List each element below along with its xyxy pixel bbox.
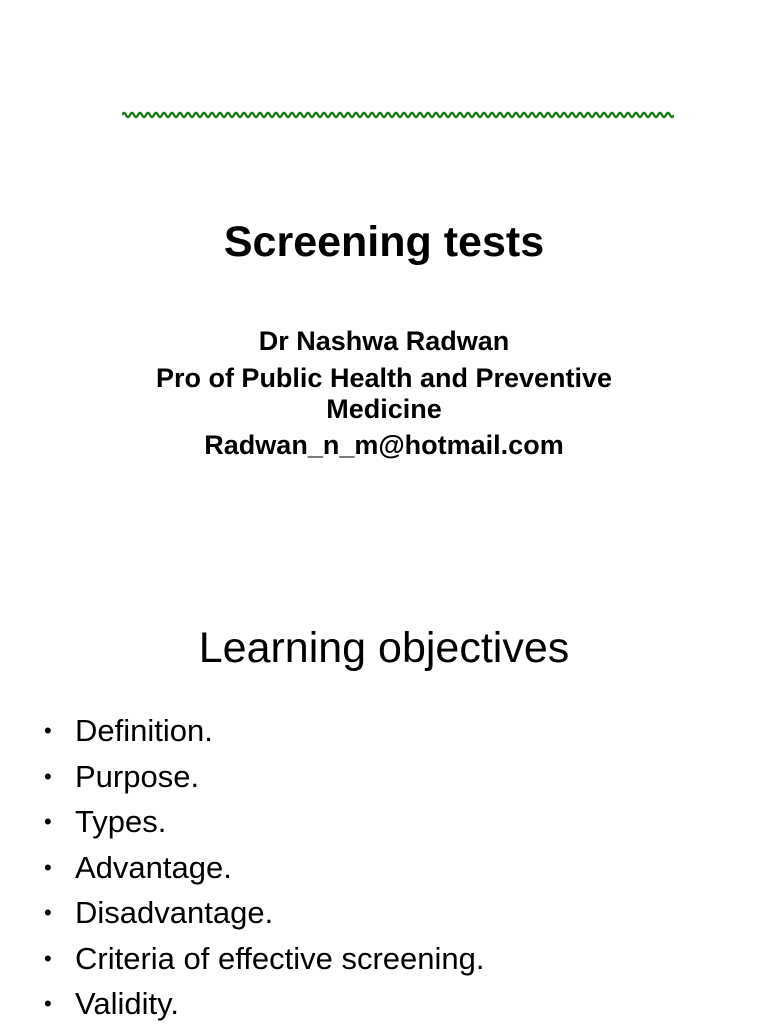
author-email: Radwan_n_m@hotmail.com — [204, 430, 564, 460]
list-item — [40, 936, 485, 982]
list-item — [40, 845, 485, 891]
author-info — [0, 326, 768, 461]
objective-text: Criteria of effective screening. — [75, 940, 485, 976]
author-position-line-1: Pro of Public Health and Preventive — [155, 363, 613, 393]
bullet-icon: • — [44, 809, 52, 834]
objective-text: Types. — [75, 804, 167, 839]
objectives-slide — [0, 560, 768, 1024]
objectives-title: Learning objectives — [198, 624, 570, 672]
objective-text: Disadvantage. — [75, 895, 274, 930]
bullet-icon: • — [44, 945, 52, 971]
bullet-icon: • — [44, 763, 52, 789]
decorative-wave-divider — [122, 109, 674, 121]
list-item — [40, 799, 485, 845]
author-position-line-2: Medicine — [326, 394, 442, 424]
presentation-title: Screening tests — [223, 218, 545, 266]
objective-text: Advantage. — [75, 849, 232, 885]
list-item — [40, 708, 485, 754]
objectives-list — [40, 708, 485, 1027]
objective-text: Purpose. — [75, 758, 200, 794]
author-name: Dr Nashwa Radwan — [258, 326, 510, 356]
list-item — [40, 754, 485, 800]
list-item — [40, 890, 485, 936]
objective-text: Definition. — [75, 713, 213, 748]
bullet-icon: • — [44, 991, 52, 1016]
bullet-icon: • — [44, 854, 52, 880]
bullet-icon: • — [44, 900, 52, 925]
bullet-icon: • — [44, 718, 52, 743]
objective-text: Validity. — [75, 986, 179, 1021]
list-item — [40, 981, 485, 1027]
